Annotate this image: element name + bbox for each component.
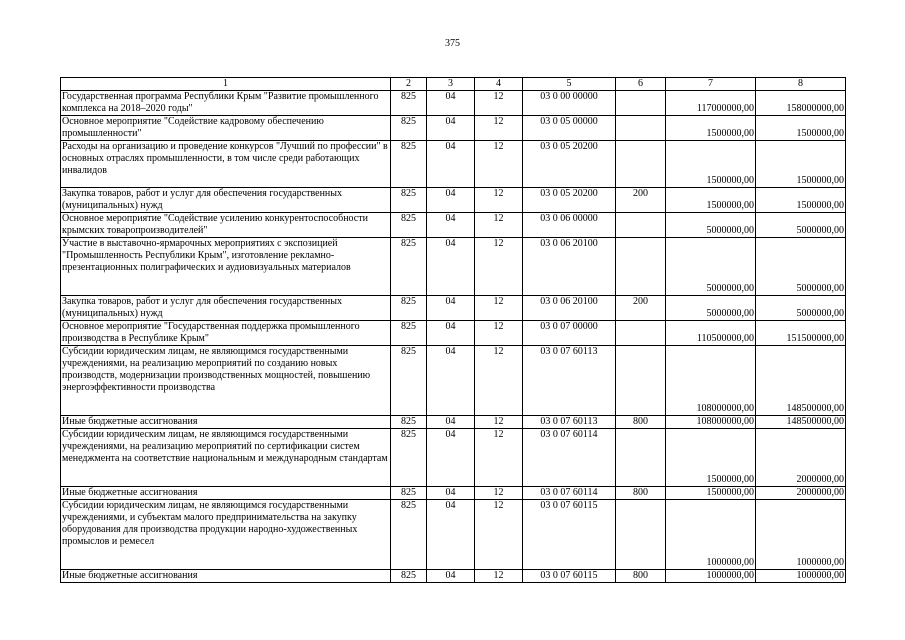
section-cell: 04 xyxy=(427,321,475,346)
amount-2020-cell: 158000000,00 xyxy=(756,91,846,116)
subsection-cell: 12 xyxy=(475,296,523,321)
row-name-cell: Иные бюджетные ассигнования xyxy=(61,487,391,500)
amount-2020-cell: 5000000,00 xyxy=(756,296,846,321)
expense-type-cell: 800 xyxy=(616,570,666,583)
expense-type-cell: 200 xyxy=(616,296,666,321)
target-article-cell: 03 0 06 20100 xyxy=(523,296,616,321)
section-cell: 04 xyxy=(427,238,475,296)
table-row xyxy=(61,141,846,188)
amount-2020-cell: 1000000,00 xyxy=(756,500,846,570)
subsection-cell: 12 xyxy=(475,188,523,213)
subsection-cell: 12 xyxy=(475,116,523,141)
subsection-cell: 12 xyxy=(475,141,523,188)
column-header: 4 xyxy=(475,78,523,91)
subsection-cell: 12 xyxy=(475,416,523,429)
subsection-cell: 12 xyxy=(475,487,523,500)
amount-2020-cell: 2000000,00 xyxy=(756,429,846,487)
row-name-cell: Закупка товаров, работ и услуг для обеспечения государственных (муниципальных) нужд xyxy=(61,188,391,213)
table-row xyxy=(61,188,846,213)
target-article-cell: 03 0 06 00000 xyxy=(523,213,616,238)
section-cell: 04 xyxy=(427,91,475,116)
amount-2020-cell: 148500000,00 xyxy=(756,346,846,416)
column-header: 7 xyxy=(666,78,756,91)
gov-code-cell: 825 xyxy=(391,500,427,570)
amount-2019-cell: 1000000,00 xyxy=(666,570,756,583)
expense-type-cell: 800 xyxy=(616,416,666,429)
target-article-cell: 03 0 05 20200 xyxy=(523,141,616,188)
amount-2019-cell: 1500000,00 xyxy=(666,429,756,487)
column-header: 8 xyxy=(756,78,846,91)
row-name-cell: Расходы на организацию и проведение конкурсов "Лучший по профессии" в основных отраслях промышленности, в том числе среди работающих инвалидов xyxy=(61,141,391,188)
column-header: 1 xyxy=(61,78,391,91)
amount-2019-cell: 5000000,00 xyxy=(666,213,756,238)
target-article-cell: 03 0 07 00000 xyxy=(523,321,616,346)
table-row xyxy=(61,570,846,583)
subsection-cell: 12 xyxy=(475,91,523,116)
gov-code-cell: 825 xyxy=(391,91,427,116)
expense-type-cell xyxy=(616,346,666,416)
table-row xyxy=(61,500,846,570)
row-name-cell: Закупка товаров, работ и услуг для обеспечения государственных (муниципальных) нужд xyxy=(61,296,391,321)
amount-2020-cell: 2000000,00 xyxy=(756,487,846,500)
section-cell: 04 xyxy=(427,500,475,570)
target-article-cell: 03 0 07 60114 xyxy=(523,429,616,487)
amount-2019-cell: 110500000,00 xyxy=(666,321,756,346)
expense-type-cell xyxy=(616,500,666,570)
table-row xyxy=(61,487,846,500)
amount-2020-cell: 151500000,00 xyxy=(756,321,846,346)
row-name-cell: Основное мероприятие "Содействие кадровому обеспечению промышленности" xyxy=(61,116,391,141)
row-name-cell: Субсидии юридическим лицам, не являющимся государственными учреждениями, и субъектам малого предпринимательства на закупку оборудования для производства продукции народно-художественных промыслов и ремесел xyxy=(61,500,391,570)
expense-type-cell xyxy=(616,429,666,487)
section-cell: 04 xyxy=(427,487,475,500)
amount-2019-cell: 108000000,00 xyxy=(666,346,756,416)
expense-type-cell: 800 xyxy=(616,487,666,500)
row-name-cell: Субсидии юридическим лицам, не являющимся государственными учреждениями, на реализацию мероприятий по созданию новых производств, модернизации производственных мощностей, повышению энергоэффективности производства xyxy=(61,346,391,416)
expense-type-cell xyxy=(616,321,666,346)
target-article-cell: 03 0 07 60113 xyxy=(523,416,616,429)
target-article-cell: 03 0 05 20200 xyxy=(523,188,616,213)
section-cell: 04 xyxy=(427,116,475,141)
expense-type-cell xyxy=(616,213,666,238)
gov-code-cell: 825 xyxy=(391,487,427,500)
section-cell: 04 xyxy=(427,141,475,188)
section-cell: 04 xyxy=(427,296,475,321)
target-article-cell: 03 0 07 60114 xyxy=(523,487,616,500)
section-cell: 04 xyxy=(427,416,475,429)
column-header: 3 xyxy=(427,78,475,91)
row-name-cell: Основное мероприятие "Государственная поддержка промышленного производства в Республике Крым" xyxy=(61,321,391,346)
gov-code-cell: 825 xyxy=(391,141,427,188)
header-row xyxy=(61,78,846,91)
amount-2020-cell: 1500000,00 xyxy=(756,116,846,141)
amount-2019-cell: 1500000,00 xyxy=(666,188,756,213)
row-name-cell: Иные бюджетные ассигнования xyxy=(61,416,391,429)
gov-code-cell: 825 xyxy=(391,321,427,346)
column-header: 5 xyxy=(523,78,616,91)
amount-2020-cell: 1500000,00 xyxy=(756,141,846,188)
amount-2020-cell: 5000000,00 xyxy=(756,238,846,296)
subsection-cell: 12 xyxy=(475,321,523,346)
amount-2020-cell: 1000000,00 xyxy=(756,570,846,583)
row-name-cell: Иные бюджетные ассигнования xyxy=(61,570,391,583)
amount-2019-cell: 1500000,00 xyxy=(666,487,756,500)
expense-type-cell xyxy=(616,91,666,116)
column-header: 6 xyxy=(616,78,666,91)
amount-2020-cell: 1500000,00 xyxy=(756,188,846,213)
table-row xyxy=(61,296,846,321)
expense-type-cell xyxy=(616,116,666,141)
subsection-cell: 12 xyxy=(475,570,523,583)
section-cell: 04 xyxy=(427,213,475,238)
row-name-cell: Основное мероприятие "Содействие усилению конкурентоспособности крымских товаропроизводителей" xyxy=(61,213,391,238)
row-name-cell: Субсидии юридическим лицам, не являющимся государственными учреждениями, на реализацию мероприятий по сертификации систем менеджмента на соответствие национальным и международным стандартам xyxy=(61,429,391,487)
row-name-cell: Государственная программа Республики Крым "Развитие промышленного комплекса на 2018–2020 годы" xyxy=(61,91,391,116)
target-article-cell: 03 0 05 00000 xyxy=(523,116,616,141)
section-cell: 04 xyxy=(427,570,475,583)
table-row xyxy=(61,346,846,416)
table-row xyxy=(61,429,846,487)
amount-2019-cell: 1500000,00 xyxy=(666,141,756,188)
gov-code-cell: 825 xyxy=(391,116,427,141)
section-cell: 04 xyxy=(427,188,475,213)
gov-code-cell: 825 xyxy=(391,346,427,416)
amount-2019-cell: 117000000,00 xyxy=(666,91,756,116)
budget-table xyxy=(60,77,846,583)
subsection-cell: 12 xyxy=(475,238,523,296)
target-article-cell: 03 0 07 60115 xyxy=(523,500,616,570)
amount-2019-cell: 5000000,00 xyxy=(666,238,756,296)
table-row xyxy=(61,91,846,116)
table-row xyxy=(61,116,846,141)
gov-code-cell: 825 xyxy=(391,188,427,213)
expense-type-cell: 200 xyxy=(616,188,666,213)
gov-code-cell: 825 xyxy=(391,213,427,238)
target-article-cell: 03 0 07 60113 xyxy=(523,346,616,416)
section-cell: 04 xyxy=(427,429,475,487)
amount-2019-cell: 108000000,00 xyxy=(666,416,756,429)
gov-code-cell: 825 xyxy=(391,296,427,321)
column-header: 2 xyxy=(391,78,427,91)
expense-type-cell xyxy=(616,141,666,188)
gov-code-cell: 825 xyxy=(391,570,427,583)
table-row xyxy=(61,213,846,238)
target-article-cell: 03 0 07 60115 xyxy=(523,570,616,583)
amount-2020-cell: 148500000,00 xyxy=(756,416,846,429)
row-name-cell: Участие в выставочно-ярмарочных мероприятиях с экспозицией "Промышленность Республики Крым", изготовление рекламно-презентационных полиграфических и аудиовизуальных материалов xyxy=(61,238,391,296)
subsection-cell: 12 xyxy=(475,500,523,570)
target-article-cell: 03 0 06 20100 xyxy=(523,238,616,296)
page-number: 375 xyxy=(445,38,460,49)
section-cell: 04 xyxy=(427,346,475,416)
gov-code-cell: 825 xyxy=(391,416,427,429)
gov-code-cell: 825 xyxy=(391,238,427,296)
amount-2019-cell: 1500000,00 xyxy=(666,116,756,141)
amount-2020-cell: 5000000,00 xyxy=(756,213,846,238)
table-row xyxy=(61,321,846,346)
subsection-cell: 12 xyxy=(475,429,523,487)
gov-code-cell: 825 xyxy=(391,429,427,487)
table-row xyxy=(61,416,846,429)
table-row xyxy=(61,238,846,296)
expense-type-cell xyxy=(616,238,666,296)
amount-2019-cell: 1000000,00 xyxy=(666,500,756,570)
target-article-cell: 03 0 00 00000 xyxy=(523,91,616,116)
subsection-cell: 12 xyxy=(475,213,523,238)
amount-2019-cell: 5000000,00 xyxy=(666,296,756,321)
subsection-cell: 12 xyxy=(475,346,523,416)
